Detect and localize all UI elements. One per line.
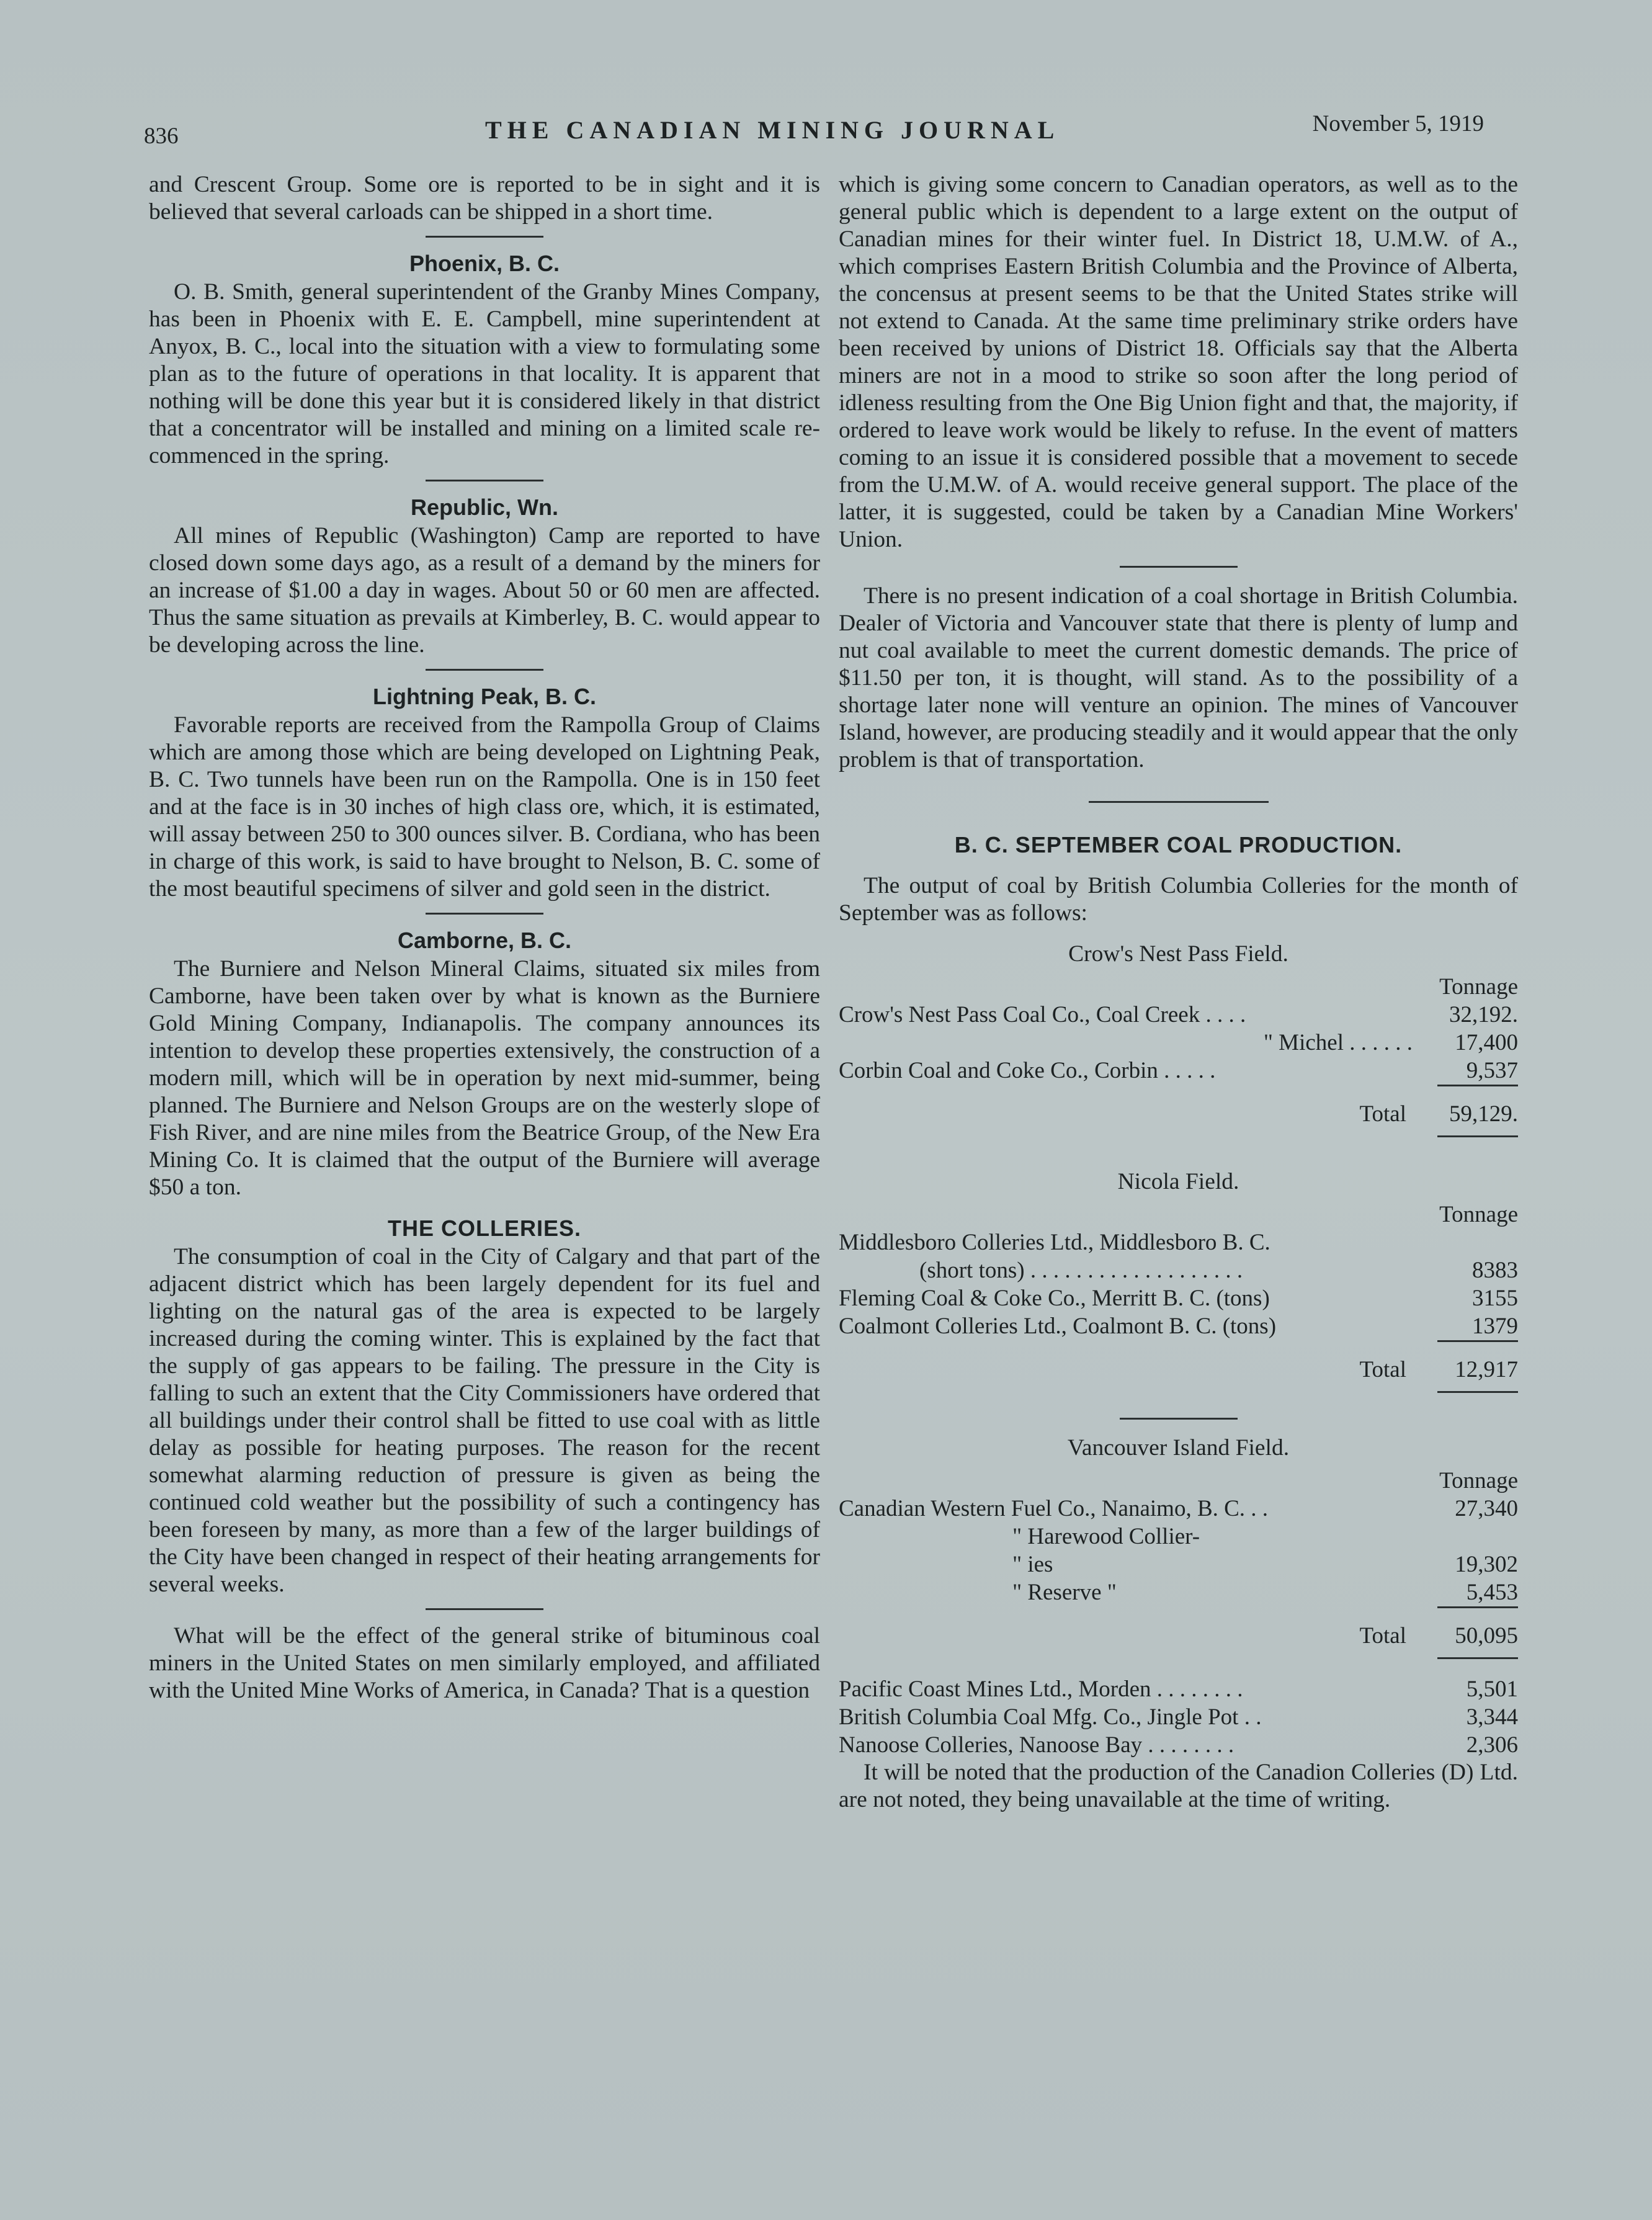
collieries-heading: THE COLLERIES. [387,1215,582,1241]
lightning-peak-paragraph: Favorable reports are received from the Rampolla Group of Claims which are among those which are being developed on Lightning Peak, B. C. Two tunnels have been run on the Rampolla. One is in 150 feet and at the face is in 30 inches of high class ore, which, it is estimated, will assay between 250 to 300 ounces silver. B. Cordiana, who has been in charge of this work, is said to have brought to Nelson, B. C. some of the most beautiful specimens of silver and gold seen in the district. [149,712,820,902]
journal-title: THE CANADIAN MINING JOURNAL [485,116,1060,144]
republic-paragraph: All mines of Republic (Washington) Camp are reported to have closed down some days ago, as a result of a demand by the miners for an increase of $1.00 a day in wages. About 50 or 60 men are affected. Thus the same situation as prevails at Kimberley, B. C. would appear to be developing across the line. [149,523,820,658]
intro-paragraph: and Crescent Group. Some ore is reported to be in sight and it is believed that several carloads can be shipped in a short time. [149,172,820,225]
phoenix-paragraph: O. B. Smith, general superintendent of the Granby Mines Company, has been in Phoenix with E. E. Campbell, mine superintendent at Anyox, B. C., local into the situation with a view to formulating some plan as to the future of operations in that locality. It is apparent that nothing will be done this year but it is considered likely in that district that a concentrator will be installed and mining on a limited scale re-commenced in the spring. [149,279,820,468]
sum-rule [1437,1135,1518,1137]
total-row: Total 59,129. [1359,1101,1518,1127]
left-column [149,171,820,1704]
coal-production-intro: The output of coal by British Columbia Colleries for the month of September was as follows: [839,873,1518,926]
tonnage-header: Tonnage [1439,1468,1518,1493]
phoenix-heading: Phoenix, B. C. [409,251,560,276]
nicola-table [839,1201,1518,1393]
page-number: 836 [144,123,179,149]
section-divider [1089,801,1269,803]
crows-nest-table [839,973,1518,1137]
coal-shortage-paragraph: There is no present indication of a coal shortage in British Columbia. Dealer of Victoria and Vancouver state that there is plenty of lump and nut coal available to meet the current domestic demands. The price of $11.50 per ton, it is thought, will stand. As to the possibility of a shortage later none will venture an opinion. The mines of Vancouver Island, however, are producing steadily and it would appear that the only problem is that of transportation. [839,583,1518,772]
crows-nest-field-title: Crow's Nest Pass Field. [1068,941,1288,967]
table-row: Pacific Coast Mines Ltd., Morden . . . . . . . . 5,501 [839,1676,1518,1702]
section-divider [1120,1418,1238,1420]
table-row: " ies 19,302 [1012,1552,1518,1577]
tonnage-header: Tonnage [1439,974,1518,1000]
camborne-heading: Camborne, B. C. [397,928,572,953]
table-row: Corbin Coal and Coke Co., Corbin . . . . . 9,537 [839,1058,1518,1083]
table-row: " Michel . . . . . . 17,400 [1263,1030,1518,1055]
total-row: Total 12,917 [1359,1357,1518,1382]
sum-rule [1437,1657,1518,1659]
section-divider [426,913,543,915]
section-divider [426,480,543,481]
table-row: Fleming Coal & Coke Co., Merritt B. C. (tons) 3155 [839,1286,1518,1311]
camborne-paragraph: The Burniere and Nelson Mineral Claims, situated six miles from Camborne, have been taken over by what is known as the Burniere Gold Mining Company, Indianapolis. The company announces its intention to develop these properties extensively, the construction of a modern mill, which will be in operation by next mid-summer, being planned. The Burniere and Nelson Groups are on the westerly slope of Fish River, and are nine miles from the Beatrice Group, of the New Era Mining Co. It is claimed that the output of the Burniere will average $50 a ton. [149,956,820,1200]
section-divider [1120,566,1238,568]
strike-paragraph: What will be the effect of the general strike of bituminous coal miners in the United States on men similarly employed, and affiliated with the United Mine Works of America, in Canada? That is a question [149,1623,820,1703]
lightning-peak-heading: Lightning Peak, B. C. [372,684,597,709]
table-row: Nanoose Colleries, Nanoose Bay . . . . . . . . 2,306 [839,1732,1518,1758]
vancouver-island-field-title: Vancouver Island Field. [1067,1435,1290,1461]
section-divider [426,1608,543,1610]
closing-note: It will be noted that the production of the Canadion Colleries (D) Ltd. are not noted, they being unavailable at the time of writing. [839,1760,1518,1812]
table-row: " Harewood Collier- [1012,1524,1200,1549]
table-row: Canadian Western Fuel Co., Nanaimo, B. C. . . 27,340 [839,1496,1518,1521]
tonnage-header: Tonnage [1439,1202,1518,1227]
table-row: Middlesboro Colleries Ltd., Middlesboro B. C. [839,1230,1270,1255]
collieries-paragraph: The consumption of coal in the City of Calgary and that part of the adjacent district which has been largely dependent for its fuel and lighting on the natural gas of the area is expected to be largely increased during the coming winter. This is explained by the fact that the supply of gas appears to be failing. The pressure in the City is falling to such an extent that the City Commissioners have ordered that all buildings under their control shall be fitted to use coal with as little delay as possible for heating purposes. The reason for the recent somewhat alarming reduction of pressure is given as being the continued cold weather but the possibility of such a contingency has been foreseen by many, as more than a few of the larger buildings of the City have been changed in respect of their heating arrangements for several weeks. [149,1244,820,1597]
other-collieries-table [839,1675,1518,1759]
nicola-field-title: Nicola Field. [1117,1169,1239,1194]
strike-continued-paragraph: which is giving some concern to Canadian operators, as well as to the general public which is dependent to a large extent on the output of Canadian mines for their winter fuel. In District 18, U.M.W. of A., which comprises Eastern British Columbia and the Province of Alberta, the concensus at present seems to be that the United States strike will not extend to Canada. At the same time preliminary strike orders have been received by unions of District 18. Officials say that the Alberta miners are not in a mood to strike so soon after the long period of idleness resulting from the One Big Union fight and that, the majority, if ordered to leave work would be likely to refuse. In the event of matters coming to an issue it is considered possible that a movement to secede from the U.M.W. of A. would receive general support. The place of the latter, it is suggested, could be taken by a Canadian Mine Workers' Union. [839,172,1518,552]
table-row: (short tons) . . . . . . . . . . . . . . . . . . . 8383 [919,1258,1518,1283]
table-row: Coalmont Colleries Ltd., Coalmont B. C. (tons) 1379 [839,1314,1518,1339]
total-row: Total 50,095 [1359,1623,1518,1649]
section-divider [426,669,543,671]
right-column [839,171,1518,1814]
table-row: Crow's Nest Pass Coal Co., Coal Creek . . . . 32,192. [839,1002,1518,1027]
republic-heading: Republic, Wn. [411,495,558,520]
table-row: British Columbia Coal Mfg. Co., Jingle Pot . . 3,344 [839,1704,1518,1730]
issue-date: November 5, 1919 [1312,111,1484,137]
page-header [144,104,1484,154]
vancouver-island-table [839,1467,1518,1659]
sum-rule [1437,1391,1518,1393]
table-row: " Reserve " 5,453 [1012,1580,1518,1605]
coal-production-heading: B. C. SEPTEMBER COAL PRODUCTION. [954,832,1403,857]
section-divider [426,236,543,238]
